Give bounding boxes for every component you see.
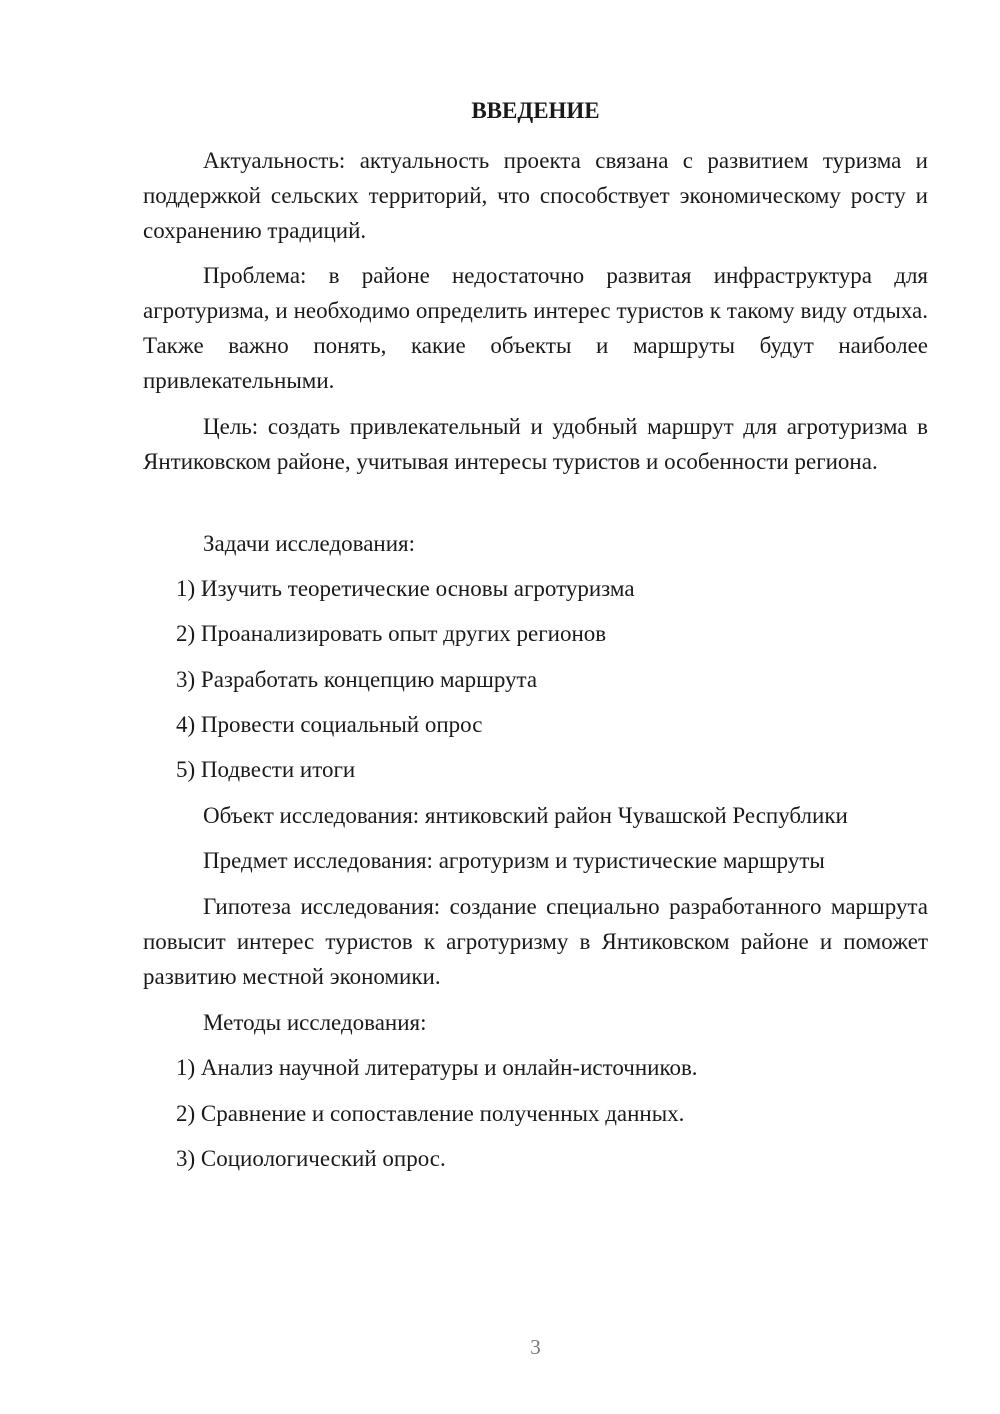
goal-paragraph: Цель: создать привлекательный и удобный маршрут для агротуризма в Янтиковском районе, учитывая интересы туристов и особенности региона. — [143, 414, 928, 474]
tasks-heading: Задачи исследования: — [203, 531, 416, 556]
task-item: 2) Проанализировать опыт других регионов — [176, 621, 607, 646]
document-page — [143, 0, 928, 1414]
hypothesis-paragraph: Гипотеза исследования: создание специально разработанного маршрута повысит интерес туристов к агротуризму в Янтиковском районе и поможет развитию местной экономики. — [143, 894, 928, 989]
task-item: 4) Провести социальный опрос — [176, 712, 483, 737]
task-item: 1) Изучить теоретические основы агротуризма — [176, 576, 635, 601]
method-item: 1) Анализ научной литературы и онлайн-источников. — [176, 1055, 698, 1080]
task-item: 5) Подвести итоги — [176, 757, 356, 782]
page-title: ВВЕДЕНИЕ — [471, 98, 600, 123]
methods-heading: Методы исследования: — [203, 1010, 427, 1035]
object-line: Объект исследования: янтиковский район Чувашской Республики — [203, 803, 848, 828]
problem-paragraph: Проблема: в районе недостаточно развитая инфраструктура для агротуризма, и необходимо определить интерес туристов к такому виду отдыха. Также важно понять, какие объекты и маршруты будут наиболее привлекательными. — [143, 263, 928, 393]
relevance-paragraph: Актуальность: актуальность проекта связана с развитием туризма и поддержкой сельских территорий, что способствует экономическому росту и сохранению традиций. — [143, 148, 928, 243]
task-item: 3) Разработать концепцию маршрута — [176, 667, 538, 692]
method-item: 2) Сравнение и сопоставление полученных данных. — [176, 1101, 685, 1126]
subject-line: Предмет исследования: агротуризм и туристические маршруты — [203, 848, 825, 873]
method-item: 3) Социологический опрос. — [176, 1146, 446, 1171]
page-number: 3 — [530, 1335, 541, 1359]
